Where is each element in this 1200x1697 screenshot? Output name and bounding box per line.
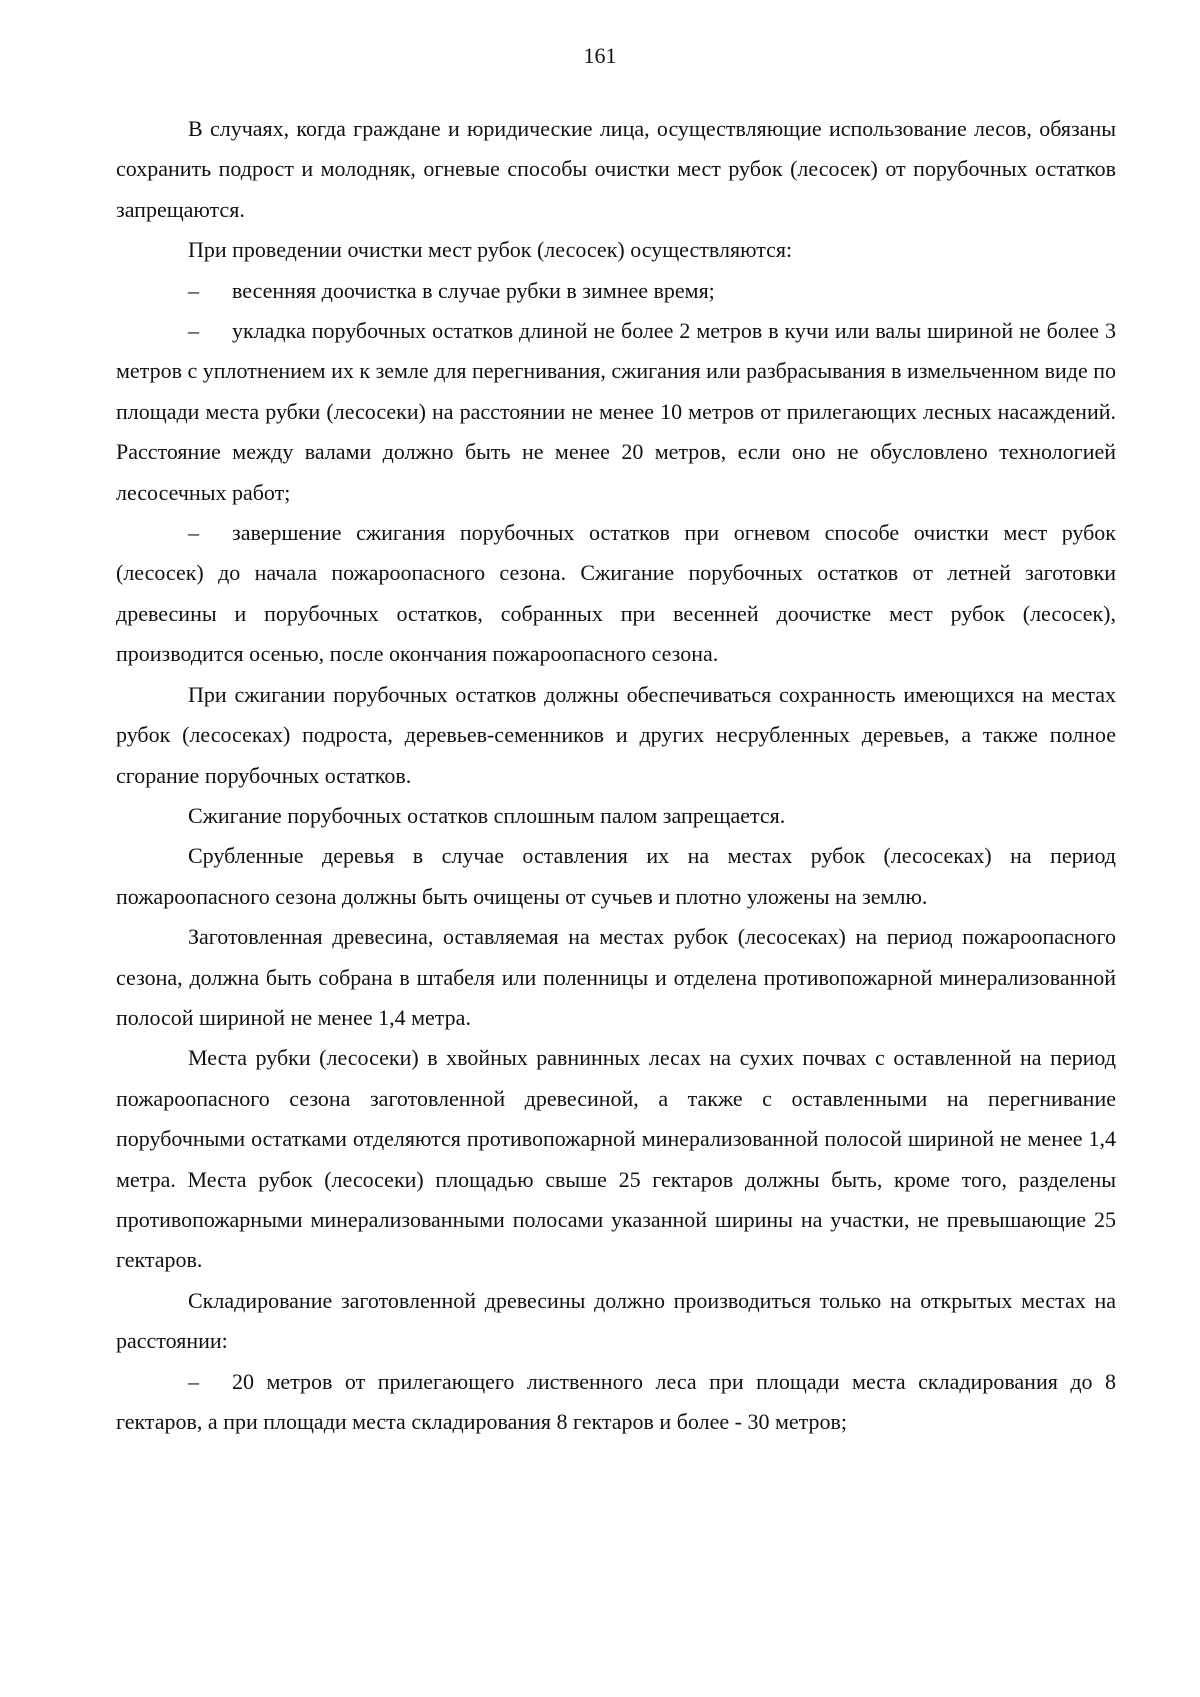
paragraph: В случаях, когда граждане и юридические лица, осуществляющие использование лесов, обязаны сохранить подрост и молодняк, огневые способы очистки мест рубок (лесосек) от порубочных остатков запрещаются. [116,116,1116,222]
page-number: 161 [583,43,617,68]
list-item [116,311,1116,513]
paragraph: При проведении очистки мест рубок (лесосек) осуществляются: [188,237,793,263]
paragraph: Срубленные деревья в случае оставления их на местах рубок (лесосеках) на период пожароопасного сезона должны быть очищены от сучьев и плотно уложены на землю. [116,843,1116,909]
paragraph: Складирование заготовленной древесины должно производиться только на открытых местах на расстоянии: [116,1287,1116,1354]
document-body [116,109,1116,1442]
paragraph: При сжигании порубочных остатков должны обеспечиваться сохранность имеющихся на местах рубок (лесосеках) подроста, деревьев-семенников и других несрубленных деревьев, а также полное сгорание порубочных остатков. [116,681,1116,788]
list-item [116,513,1116,675]
list-dash: – [188,520,199,546]
list-item [116,1362,1116,1443]
list-item-text: 20 метров от прилегающего лиственного леса при площади места складирования до 8 гектаров, а при площади места складирования 8 гектаров и более - 30 метров; [116,1368,1116,1434]
list-dash: – [188,1368,199,1394]
list-dash: – [188,277,199,303]
list-item-text: весенняя доочистка в случае рубки в зимнее время; [232,277,715,303]
list-item [116,271,1116,311]
paragraph: Заготовленная древесина, оставляемая на местах рубок (лесосеках) на период пожароопасного сезона, должна быть собрана в штабеля или поленницы и отделена противопожарной минерализованной полосой шириной не менее 1,4 метра. [116,924,1116,1030]
paragraph: Сжигание порубочных остатков сплошным палом запрещается. [188,802,786,828]
list-dash: – [188,318,199,344]
paragraph: Места рубки (лесосеки) в хвойных равнинных лесах на сухих почвах с оставленной на период пожароопасного сезона заготовленной древесиной, а также с оставленными на перегнивание порубочными остатками отделяются противопожарной минерализованной полосой шириной не менее 1,4 метра. Места рубок (лесосеки) площадью свыше 25 гектаров должны быть, кроме того, разделены противопожарными минерализованными полосами указанной ширины на участки, не превышающие 25 гектаров. [116,1045,1116,1273]
list-item-text: завершение сжигания порубочных остатков при огневом способе очистки мест рубок (лесосек) до начала пожароопасного сезона. Сжигание порубочных остатков от летней заготовки древесины и порубочных остатков, собранных при весенней доочистке мест рубок (лесосек), производится осенью, после окончания пожароопасного сезона. [116,520,1116,667]
list-item-text: укладка порубочных остатков длиной не более 2 метров в кучи или валы шириной не более 3 метров с уплотнением их к земле для перегнивания, сжигания или разбрасывания в измельченном виде по площади места рубки (лесосеки) на расстоянии не менее 10 метров от прилегающих лесных насаждений. Расстояние между валами должно быть не менее 20 метров, если оно не обусловлено технологией лесосечных работ; [116,318,1116,505]
